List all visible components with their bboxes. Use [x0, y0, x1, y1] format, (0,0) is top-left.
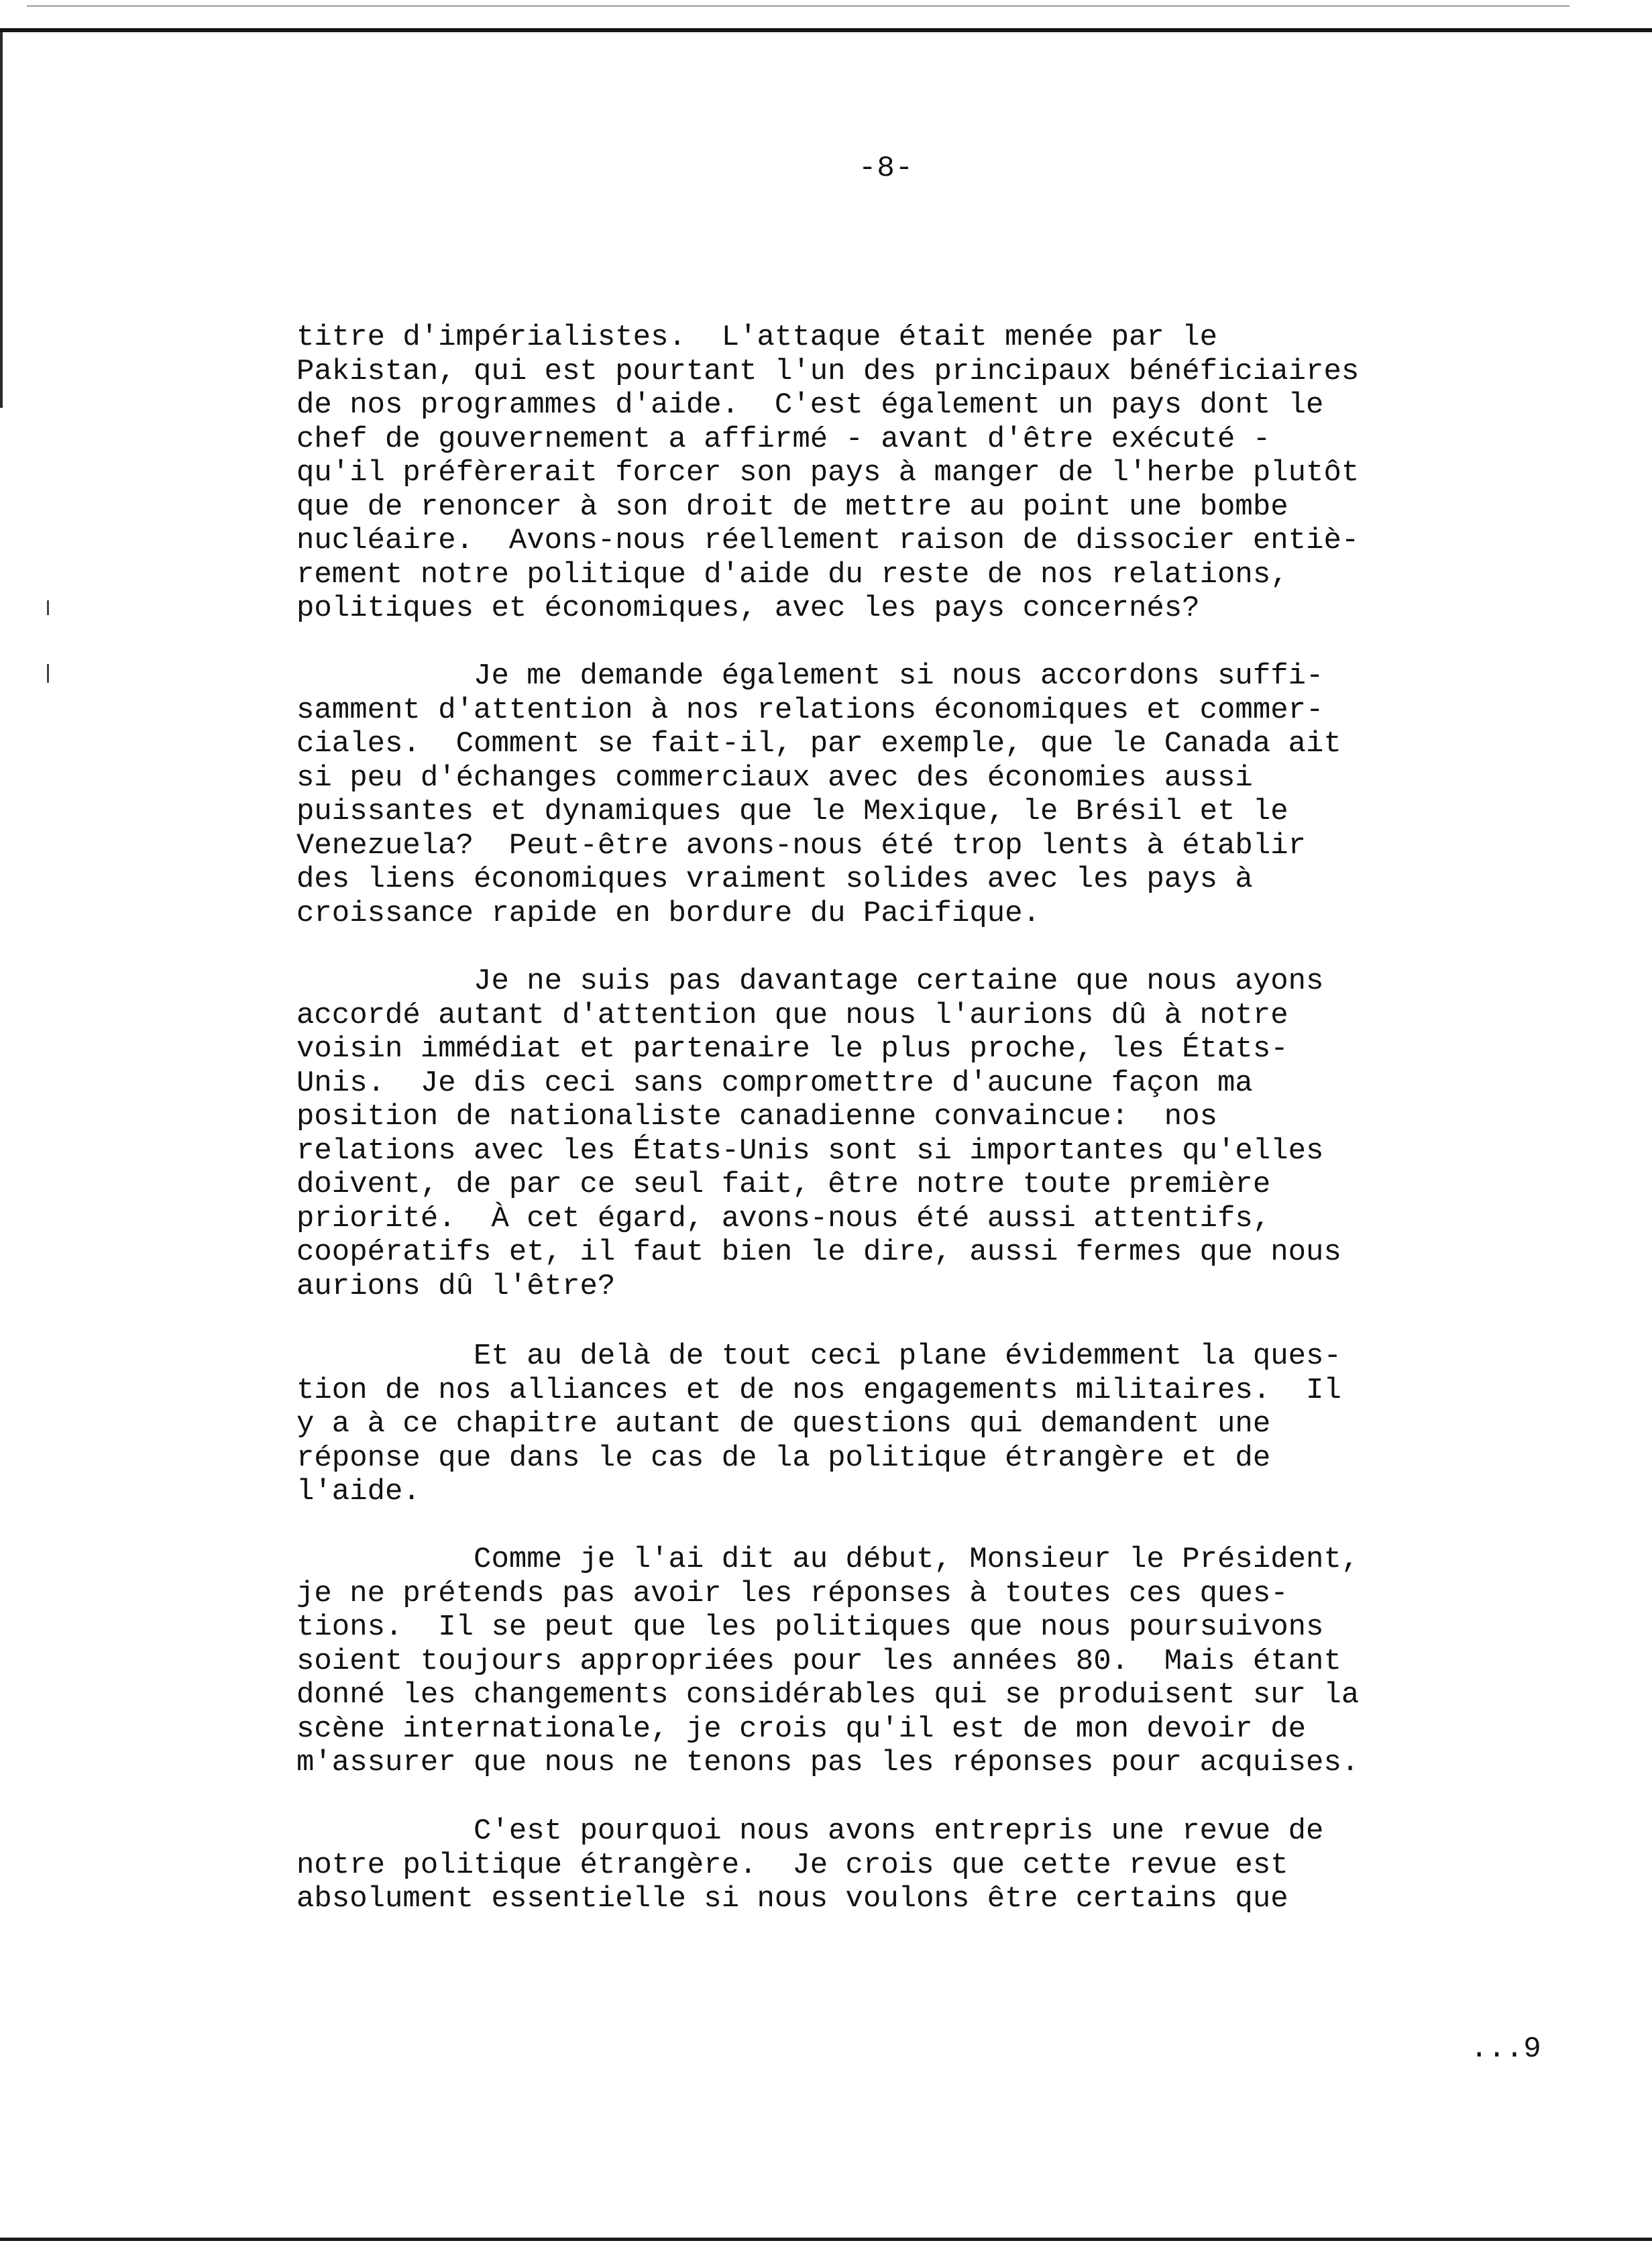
paragraph-line: ciales. Comment se fait-il, par exemple, que le Canada ait: [296, 727, 1341, 761]
paragraph-line: réponse que dans le cas de la politique étrangère et de: [296, 1441, 1271, 1475]
paragraph: [296, 1339, 1531, 1509]
scan-bottom-border: [0, 2238, 1652, 2241]
page-number: -8-: [859, 152, 914, 185]
paragraph-line: l'aide.: [296, 1475, 421, 1509]
paragraph-line: Unis. Je dis ceci sans compromettre d'aucune façon ma: [296, 1066, 1253, 1100]
scan-margin-mark: [47, 600, 49, 615]
paragraph: [296, 659, 1531, 930]
paragraph-line: tion de nos alliances et de nos engagements militaires. Il: [296, 1373, 1341, 1407]
paragraph-line: rement notre politique d'aide du reste de nos relations,: [296, 557, 1288, 592]
paragraph-line: Et au delà de tout ceci plane évidemment la ques-: [296, 1339, 1341, 1373]
scan-left-edge: [0, 32, 3, 408]
paragraph-line: Je ne suis pas davantage certaine que nous ayons: [296, 965, 1324, 998]
paragraph-line: coopératifs et, il faut bien le dire, aussi fermes que nous: [296, 1236, 1341, 1269]
paragraph-line: soient toujours appropriées pour les années 80. Mais étant: [296, 1644, 1341, 1678]
paragraph-line: m'assurer que nous ne tenons pas les réponses pour acquises.: [296, 1746, 1360, 1779]
paragraph: [296, 965, 1531, 1303]
scan-top-thin-line: [27, 5, 1570, 7]
paragraph-line: scène internationale, je crois qu'il est de mon devoir de: [296, 1712, 1307, 1746]
paragraph-line: Je me demande également si nous accordons suffi-: [296, 659, 1324, 693]
paragraph-line: notre politique étrangère. Je crois que cette revue est: [296, 1848, 1288, 1882]
paragraph-line: aurions dû l'être?: [296, 1269, 616, 1303]
paragraph-line: donné les changements considérables qui se produisent sur la: [296, 1678, 1360, 1712]
paragraph: [296, 1543, 1531, 1780]
paragraph-line: si peu d'échanges commerciaux avec des économies aussi: [296, 761, 1253, 795]
paragraph-line: croissance rapide en bordure du Pacifique.: [296, 896, 1040, 930]
paragraph-line: Pakistan, qui est pourtant l'un des principaux bénéficiaires: [296, 354, 1360, 388]
paragraph-line: doivent, de par ce seul fait, être notre toute première: [296, 1168, 1271, 1201]
scan-top-border: [0, 28, 1652, 32]
paragraph-line: position de nationaliste canadienne convaincue: nos: [296, 1100, 1218, 1134]
paragraph-line: je ne prétends pas avoir les réponses à toutes ces ques-: [296, 1576, 1288, 1610]
paragraph-line: samment d'attention à nos relations économiques et commer-: [296, 693, 1324, 727]
paragraph-line: relations avec les États-Unis sont si importantes qu'elles: [296, 1134, 1324, 1168]
scan-margin-mark: [47, 664, 49, 683]
paragraph-line: tions. Il se peut que les politiques que nous poursuivons: [296, 1610, 1324, 1644]
continuation-marker: ...9: [1470, 2032, 1541, 2066]
paragraph-line: qu'il préfèrerait forcer son pays à manger de l'herbe plutôt: [296, 456, 1360, 490]
paragraph-line: accordé autant d'attention que nous l'aurions dû à notre: [296, 998, 1288, 1032]
paragraph-line: voisin immédiat et partenaire le plus proche, les États-: [296, 1032, 1288, 1066]
paragraph-line: priorité. À cet égard, avons-nous été aussi attentifs,: [296, 1201, 1271, 1236]
paragraph: [296, 1814, 1531, 1916]
paragraph-line: titre d'impérialistes. L'attaque était menée par le: [296, 321, 1218, 354]
paragraph-line: politiques et économiques, avec les pays concernés?: [296, 592, 1200, 625]
paragraph-line: que de renoncer à son droit de mettre au point une bombe: [296, 490, 1288, 524]
paragraph-line: puissantes et dynamiques que le Mexique, le Brésil et le: [296, 795, 1288, 828]
paragraph-line: absolument essentielle si nous voulons être certains que: [296, 1882, 1288, 1916]
paragraph-line: de nos programmes d'aide. C'est également un pays dont le: [296, 388, 1324, 422]
paragraph-line: nucléaire. Avons-nous réellement raison de dissocier entiè-: [296, 524, 1360, 557]
paragraph-line: C'est pourquoi nous avons entrepris une revue de: [296, 1814, 1324, 1848]
paragraph-line: Comme je l'ai dit au début, Monsieur le Président,: [296, 1543, 1360, 1576]
paragraph-line: y a à ce chapitre autant de questions qui demandent une: [296, 1407, 1271, 1441]
paragraph-line: des liens économiques vraiment solides avec les pays à: [296, 863, 1253, 896]
paragraph-line: chef de gouvernement a affirmé - avant d'être exécuté -: [296, 422, 1271, 456]
paragraph: [296, 321, 1531, 626]
paragraph-line: Venezuela? Peut-être avons-nous été trop lents à établir: [296, 828, 1307, 863]
